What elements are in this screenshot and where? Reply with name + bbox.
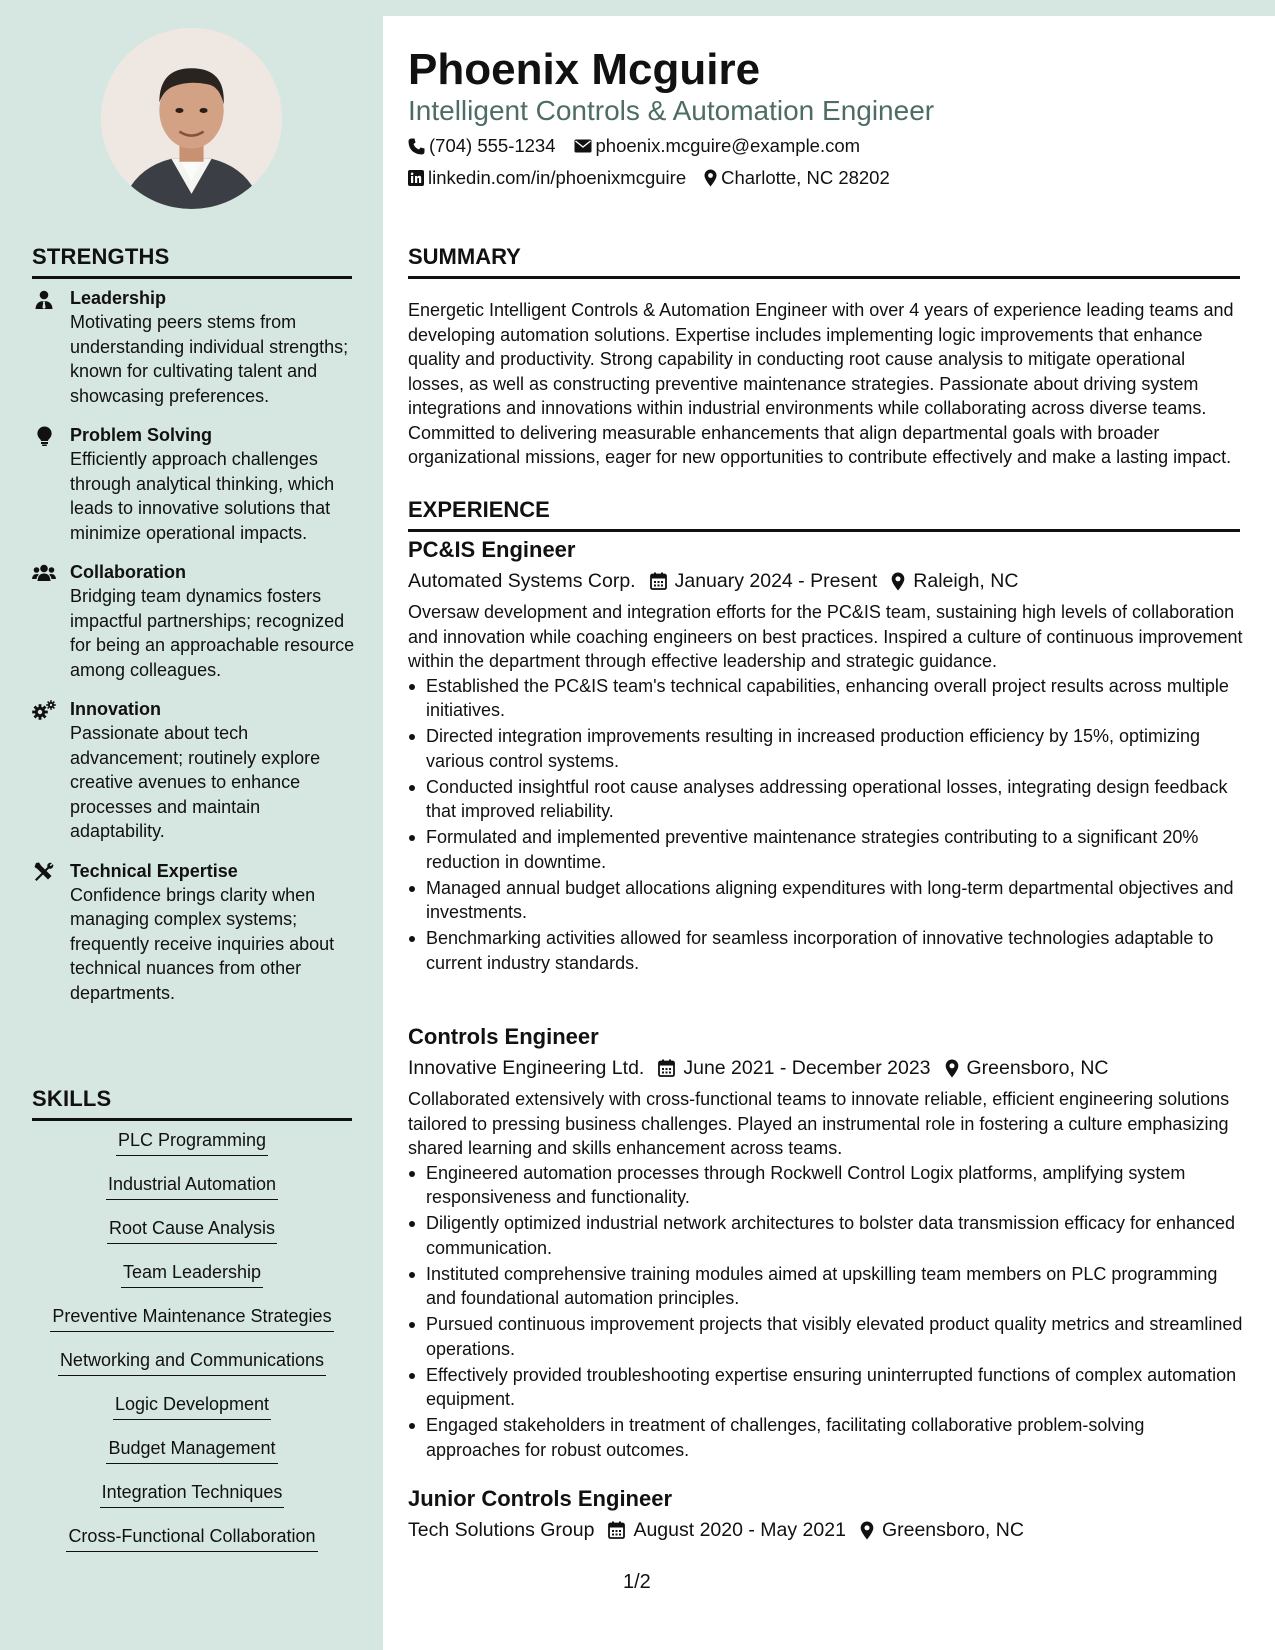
skill-item: Root Cause Analysis [107, 1216, 277, 1244]
achievement-item: Instituted comprehensive training modules aimed at upskilling team members on PLC programming and foundational automation principles. [408, 1262, 1243, 1311]
linkedin-contact[interactable] [408, 166, 686, 190]
job-title-headline: Intelligent Controls & Automation Engineer [408, 95, 935, 126]
achievement-item: Engineered automation processes through Rockwell Control Logix platforms, amplifying system responsiveness and functionality. [408, 1161, 1243, 1210]
map-pin-icon [860, 1521, 874, 1540]
achievement-list [408, 674, 1243, 976]
skill-item: Industrial Automation [106, 1172, 278, 1200]
strength-title: Technical Expertise [70, 860, 238, 881]
skill-item: Integration Techniques [100, 1480, 285, 1508]
strength-description: Confidence brings clarity when managing complex systems; frequently receive inquiries about technical nuances from other departments. [70, 884, 335, 1003]
achievement-item: Established the PC&IS team's technical capabilities, enhancing overall project results across multiple initiatives. [408, 674, 1243, 723]
achievement-list [408, 1161, 1243, 1463]
linkedin-text: linkedin.com/in/phoenixmcguire [428, 167, 687, 188]
strength-title: Leadership [70, 288, 167, 308]
strengths-heading: STRENGTHS [32, 244, 352, 279]
skills-list [32, 1128, 352, 1568]
strength-title: Collaboration [70, 562, 186, 582]
job-dates [658, 1053, 930, 1083]
strength-item [32, 423, 357, 545]
gears-icon [32, 699, 56, 721]
job-dates [608, 1515, 845, 1545]
user-tie-icon [32, 288, 56, 310]
phone-contact[interactable] [408, 134, 556, 158]
position-title: Controls Engineer [408, 1024, 599, 1049]
skill-item: PLC Programming [116, 1128, 268, 1156]
map-pin-icon [704, 169, 717, 187]
strength-description: Bridging team dynamics fosters impactful partnerships; recognized for being an approachable resource among colleagues. [70, 586, 355, 680]
location-contact [704, 166, 890, 190]
summary-heading: SUMMARY [408, 244, 1240, 279]
email-contact[interactable] [574, 134, 861, 158]
strength-description: Passionate about tech advancement; routinely explore creative avenues to enhance processes and maintain adaptability. [70, 723, 321, 841]
skill-item: Team Leadership [121, 1260, 263, 1288]
job-location-text: Greensboro, NC [881, 1519, 1024, 1541]
strength-item [32, 859, 357, 1006]
strength-title: Problem Solving [70, 425, 213, 445]
achievement-item: Pursued continuous improvement projects that visibly elevated product quality metrics and streamlined operations. [408, 1312, 1243, 1361]
skill-item: Logic Development [113, 1392, 271, 1420]
lightbulb-icon [32, 425, 56, 447]
strength-item [32, 560, 357, 682]
candidate-name: Phoenix Mcguire [408, 45, 761, 94]
contact-row [408, 134, 878, 158]
experience-heading: EXPERIENCE [408, 497, 1240, 532]
position-title: PC&IS Engineer [408, 537, 576, 562]
company-name: Automated Systems Corp. [408, 570, 636, 592]
job-location [891, 566, 1018, 596]
company-name: Innovative Engineering Ltd. [408, 1057, 645, 1079]
company-name: Tech Solutions Group [408, 1519, 595, 1541]
skill-item: Preventive Maintenance Strategies [50, 1304, 333, 1332]
strength-item [32, 697, 357, 844]
job-description: Collaborated extensively with cross-functional teams to innovate reliable, efficient engineering solutions tailored to pressing business challenges. Played an instrumental role in fostering a culture emphasizing shared learning and skills enhancement across teams. [408, 1089, 1230, 1158]
strength-item [32, 286, 357, 408]
achievement-item: Managed annual budget allocations aligning expenditures with long-term departmental objectives and investments. [408, 876, 1243, 925]
strengths-list [32, 286, 357, 1020]
position-title: Junior Controls Engineer [408, 1486, 673, 1511]
job-location-text: Greensboro, NC [966, 1057, 1109, 1079]
job-dates [650, 566, 878, 596]
sidebar [0, 0, 383, 1650]
location-text: Charlotte, NC 28202 [721, 167, 890, 188]
achievement-item: Engaged stakeholders in treatment of challenges, facilitating collaborative problem-solving approaches for robust outcomes. [408, 1413, 1243, 1462]
job-description: Oversaw development and integration efforts for the PC&IS team, sustaining high levels of collaboration and innovation while coaching engineers on best practices. Inspired a culture of continuous improvement within the department through effective leadership and strategic guidance. [408, 602, 1243, 671]
summary-text: Energetic Intelligent Controls & Automation Engineer with over 4 years of experience leading teams and developing automation solutions. Expertise includes implementing logic improvements that enhance quality and productivity. Strong capability in conducting root cause analysis to mitigate operational losses, as well as constructing preventive maintenance strategies. Passionate about driving system integrations and innovations within industrial environments while collaborating across diverse teams. Committed to delivering measurable enhancements that align departmental goals with broader organizational missions, eager for new opportunities to contribute effectively and make a lasting impact. [408, 300, 1234, 467]
page-number: 1/2 [623, 1571, 651, 1593]
contact-row [408, 166, 908, 190]
strength-description: Motivating peers stems from understanding individual strengths; known for cultivating talent and showcasing preferences. [70, 312, 349, 406]
job-location-text: Raleigh, NC [913, 570, 1019, 592]
skill-item: Cross-Functional Collaboration [66, 1524, 317, 1552]
calendar-icon [650, 572, 667, 590]
tools-icon [32, 861, 56, 883]
job-dates-text: January 2024 - Present [674, 570, 878, 592]
achievement-item: Effectively provided troubleshooting expertise ensuring uninterrupted functions of complex automation equipment. [408, 1363, 1243, 1412]
achievement-item: Diligently optimized industrial network architectures to bolster data transmission efficacy for enhanced communication. [408, 1211, 1243, 1260]
job-location [945, 1053, 1109, 1083]
profile-photo [101, 28, 282, 209]
envelope-icon [574, 139, 592, 153]
phone-text: (704) 555-1234 [429, 135, 556, 156]
calendar-icon [608, 1521, 625, 1539]
job-dates-text: June 2021 - December 2023 [683, 1057, 931, 1079]
experience-entry [408, 1022, 1243, 1464]
achievement-item: Directed integration improvements resulting in increased production efficiency by 15%, optimizing various control systems. [408, 724, 1243, 773]
job-location [860, 1515, 1024, 1545]
strength-title: Innovation [70, 699, 161, 719]
job-dates-text: August 2020 - May 2021 [633, 1519, 846, 1541]
calendar-icon [658, 1059, 675, 1077]
job-meta [408, 1515, 1243, 1545]
achievement-item: Formulated and implemented preventive maintenance strategies contributing to a significant 20% reduction in downtime. [408, 825, 1243, 874]
achievement-item: Conducted insightful root cause analyses addressing operational losses, integrating design feedback that improved reliability. [408, 775, 1243, 824]
achievement-item: Benchmarking activities allowed for seamless incorporation of innovative technologies adaptable to current industry standards. [408, 926, 1243, 975]
map-pin-icon [891, 572, 905, 591]
main-content [383, 16, 1275, 1650]
phone-icon [408, 138, 425, 155]
skill-item: Budget Management [106, 1436, 277, 1464]
skills-heading: SKILLS [32, 1086, 352, 1121]
job-meta [408, 566, 1243, 596]
skill-item: Networking and Communications [58, 1348, 326, 1376]
job-meta [408, 1053, 1243, 1083]
users-icon [32, 562, 56, 584]
strength-description: Efficiently approach challenges through analytical thinking, which leads to innovative solutions that minimize operational impacts. [70, 449, 335, 543]
linkedin-icon [408, 170, 424, 186]
map-pin-icon [945, 1059, 959, 1078]
email-text: phoenix.mcguire@example.com [595, 135, 861, 156]
experience-entry [408, 535, 1243, 977]
experience-entry [408, 1484, 1243, 1545]
